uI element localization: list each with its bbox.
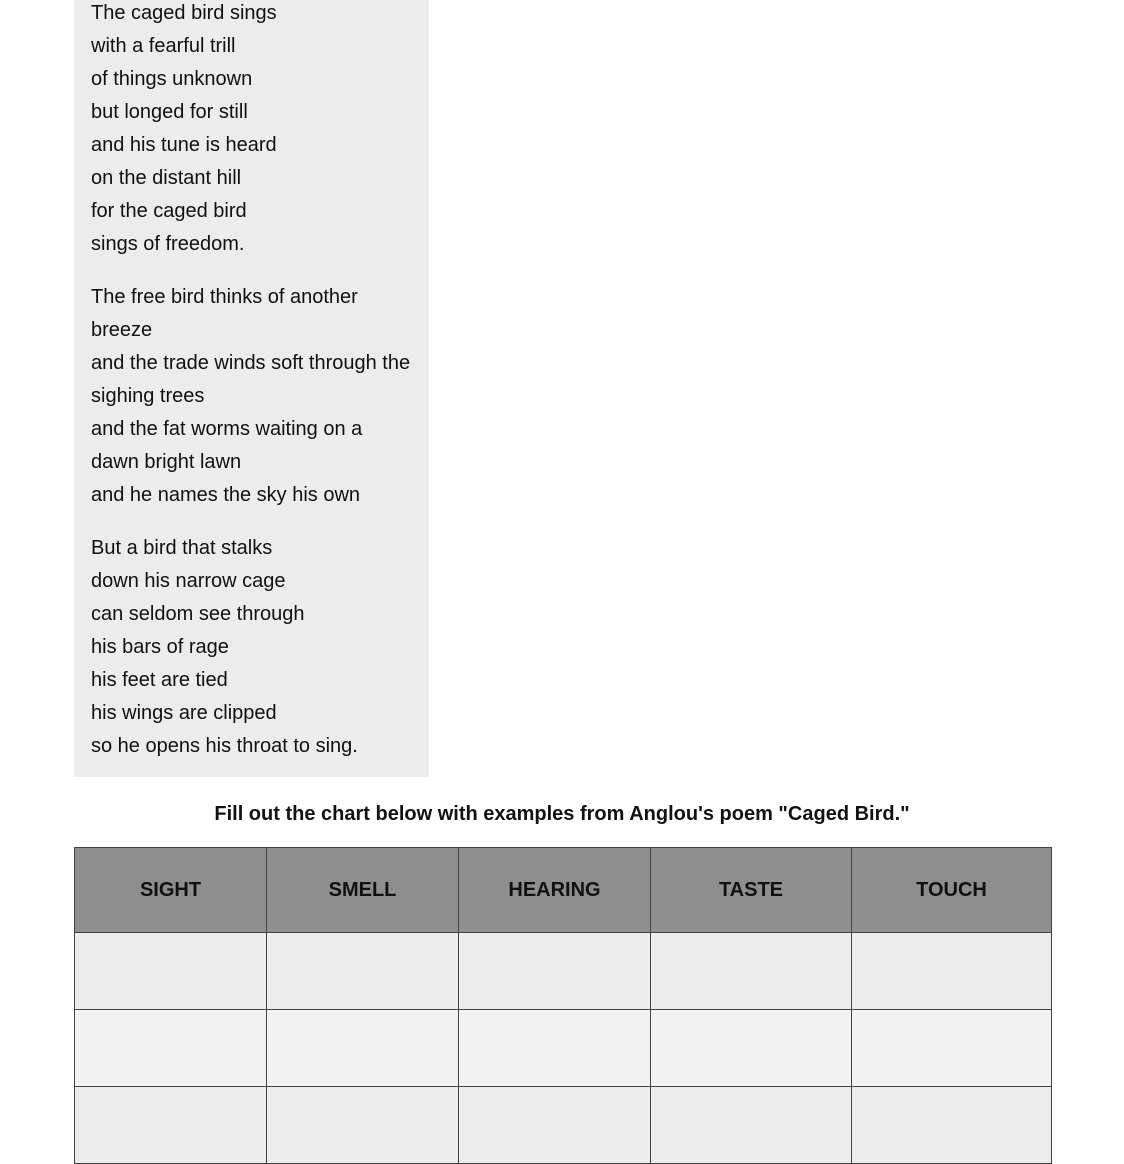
poem-line: and the trade winds soft through the — [91, 352, 411, 374]
table-cell[interactable] — [459, 1087, 651, 1164]
table-row — [75, 1087, 1052, 1164]
poem-line: with a fearful trill — [91, 35, 236, 57]
table-cell[interactable] — [267, 1010, 459, 1087]
poem-line: The free bird thinks of another — [91, 286, 358, 308]
table-cell[interactable] — [852, 1010, 1052, 1087]
poem-line: down his narrow cage — [91, 570, 286, 592]
chart-instructions: Fill out the chart below with examples from Anglou's poem "Caged Bird." — [214, 803, 910, 825]
table-cell[interactable] — [852, 1087, 1052, 1164]
column-header-smell: SMELL — [267, 848, 459, 933]
senses-chart-table — [74, 847, 1052, 1164]
poem-line: dawn bright lawn — [91, 451, 242, 473]
poem-line: and the fat worms waiting on a — [91, 418, 363, 440]
poem-line: so he opens his throat to sing. — [91, 735, 358, 757]
poem-stanza — [91, 0, 412, 261]
table-cell[interactable] — [651, 933, 852, 1010]
table-cell[interactable] — [75, 1087, 267, 1164]
column-header-hearing: HEARING — [459, 848, 651, 933]
poem-line: but longed for still — [91, 101, 248, 123]
table-row — [75, 1010, 1052, 1087]
table-cell[interactable] — [75, 933, 267, 1010]
table-cell[interactable] — [651, 1010, 852, 1087]
table-cell[interactable] — [459, 933, 651, 1010]
poem-line: can seldom see through — [91, 603, 305, 625]
poem-line: The caged bird sings — [91, 2, 277, 24]
table-cell[interactable] — [267, 933, 459, 1010]
column-header-sight: SIGHT — [75, 848, 267, 933]
poem-line: his feet are tied — [91, 669, 228, 691]
poem-line: and he names the sky his own — [91, 484, 361, 506]
table-header-row — [75, 848, 1052, 933]
poem-line: on the distant hill — [91, 167, 242, 189]
table-cell[interactable] — [651, 1087, 852, 1164]
column-header-taste: TASTE — [651, 848, 852, 933]
table-cell[interactable] — [459, 1010, 651, 1087]
table-row — [75, 933, 1052, 1010]
column-header-touch: TOUCH — [852, 848, 1052, 933]
poem-stanza — [91, 532, 412, 763]
poem-line: for the caged bird — [91, 200, 247, 222]
poem-line: and his tune is heard — [91, 134, 277, 156]
table-cell[interactable] — [75, 1010, 267, 1087]
table-cell[interactable] — [852, 933, 1052, 1010]
poem-line: But a bird that stalks — [91, 537, 273, 559]
table-cell[interactable] — [267, 1087, 459, 1164]
poem-line: sings of freedom. — [91, 233, 245, 255]
poem-line: his bars of rage — [91, 636, 229, 658]
poem-line: his wings are clipped — [91, 702, 277, 724]
poem-line: breeze — [91, 319, 153, 341]
poem-line: sighing trees — [91, 385, 205, 407]
poem-box — [74, 0, 429, 777]
poem-line: of things unknown — [91, 68, 253, 90]
poem-stanza — [91, 281, 412, 512]
